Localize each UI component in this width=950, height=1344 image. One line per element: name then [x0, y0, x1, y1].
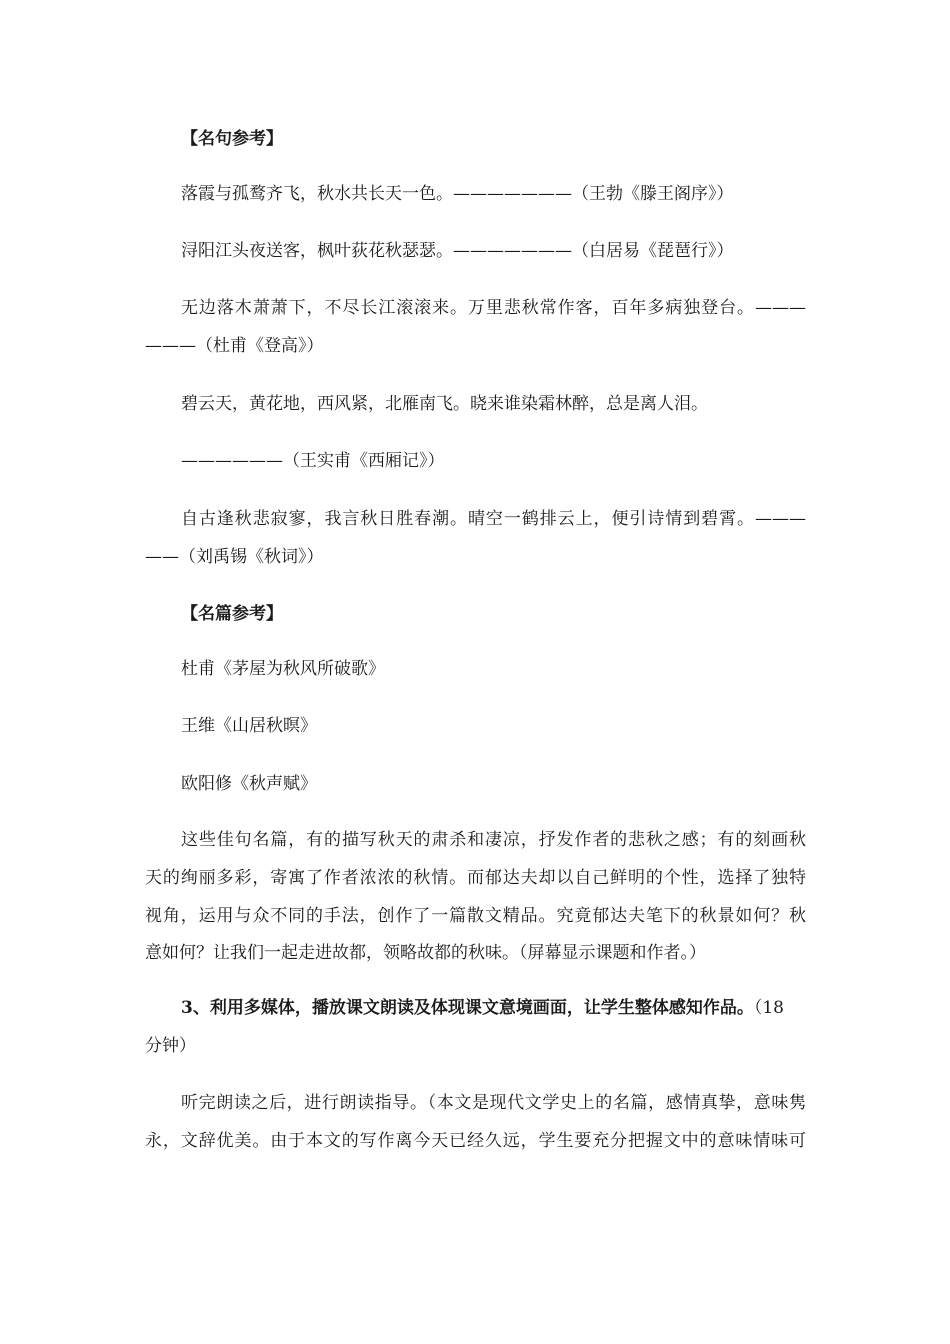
reading-paragraph-line: 听完朗读之后，进行朗读指导。（本文是现代文学史上的名篇，感情真挚，意味隽: [181, 1093, 806, 1113]
famous-line-dufu-part2: ———（杜甫《登高》）: [145, 336, 324, 356]
step3-time: （18: [753, 998, 784, 1018]
famous-lines-heading: 【名句参考】: [181, 129, 283, 149]
intro-paragraph-line: 天的绚丽多彩，寄寓了作者浓浓的秋情。而郁达夫却以自己鲜明的个性，选择了独特: [145, 868, 806, 888]
famous-line-liu-part2: ——（刘禹锡《秋词》）: [145, 547, 324, 567]
step3-line1: [181, 997, 784, 1019]
famous-line-xixiang-part2: ——————（王实甫《西厢记》）: [181, 451, 445, 471]
famous-line-baijuyi: 浔阳江头夜送客，枫叶荻花秋瑟瑟。———————（白居易《琵琶行》）: [181, 241, 734, 261]
step3-line2: 分钟）: [145, 1036, 196, 1056]
famous-work-item: 王维《山居秋暝》: [181, 716, 317, 736]
intro-paragraph-line: 这些佳句名篇，有的描写秋天的肃杀和凄凉，抒发作者的悲秋之感；有的刻画秋: [181, 830, 806, 850]
famous-line-xixiang-part1: 碧云天，黄花地，西风紧，北雁南飞。晓来谁染霜林醉，总是离人泪。: [181, 394, 708, 414]
famous-work-item: 欧阳修《秋声赋》: [181, 774, 317, 794]
famous-work-item: 杜甫《茅屋为秋风所破歌》: [181, 659, 385, 679]
step3-bold-title: 3、利用多媒体，播放课文朗读及体现课文意境画面，让学生整体感知作品。: [181, 998, 754, 1018]
intro-paragraph-line: 意如何？让我们一起走进故都，领略故都的秋味。（屏幕显示课题和作者。）: [145, 943, 706, 963]
intro-paragraph-line: 视角，运用与众不同的手法，创作了一篇散文精品。究竟郁达夫笔下的秋景如何？秋: [145, 906, 806, 926]
famous-line-dufu-part1: 无边落木萧萧下，不尽长江滚滚来。万里悲秋常作客，百年多病独登台。———: [181, 298, 806, 318]
famous-line-wangbo: 落霞与孤鹜齐飞，秋水共长天一色。———————（王勃《滕王阁序》）: [181, 184, 734, 204]
famous-line-liu-part1: 自古逢秋悲寂寥，我言秋日胜春潮。晴空一鹤排云上，便引诗情到碧霄。———: [181, 509, 806, 529]
famous-works-heading: 【名篇参考】: [181, 604, 283, 624]
reading-paragraph-line: 永，文辞优美。由于本文的写作离今天已经久远，学生要充分把握文中的意味情味可: [145, 1131, 806, 1151]
